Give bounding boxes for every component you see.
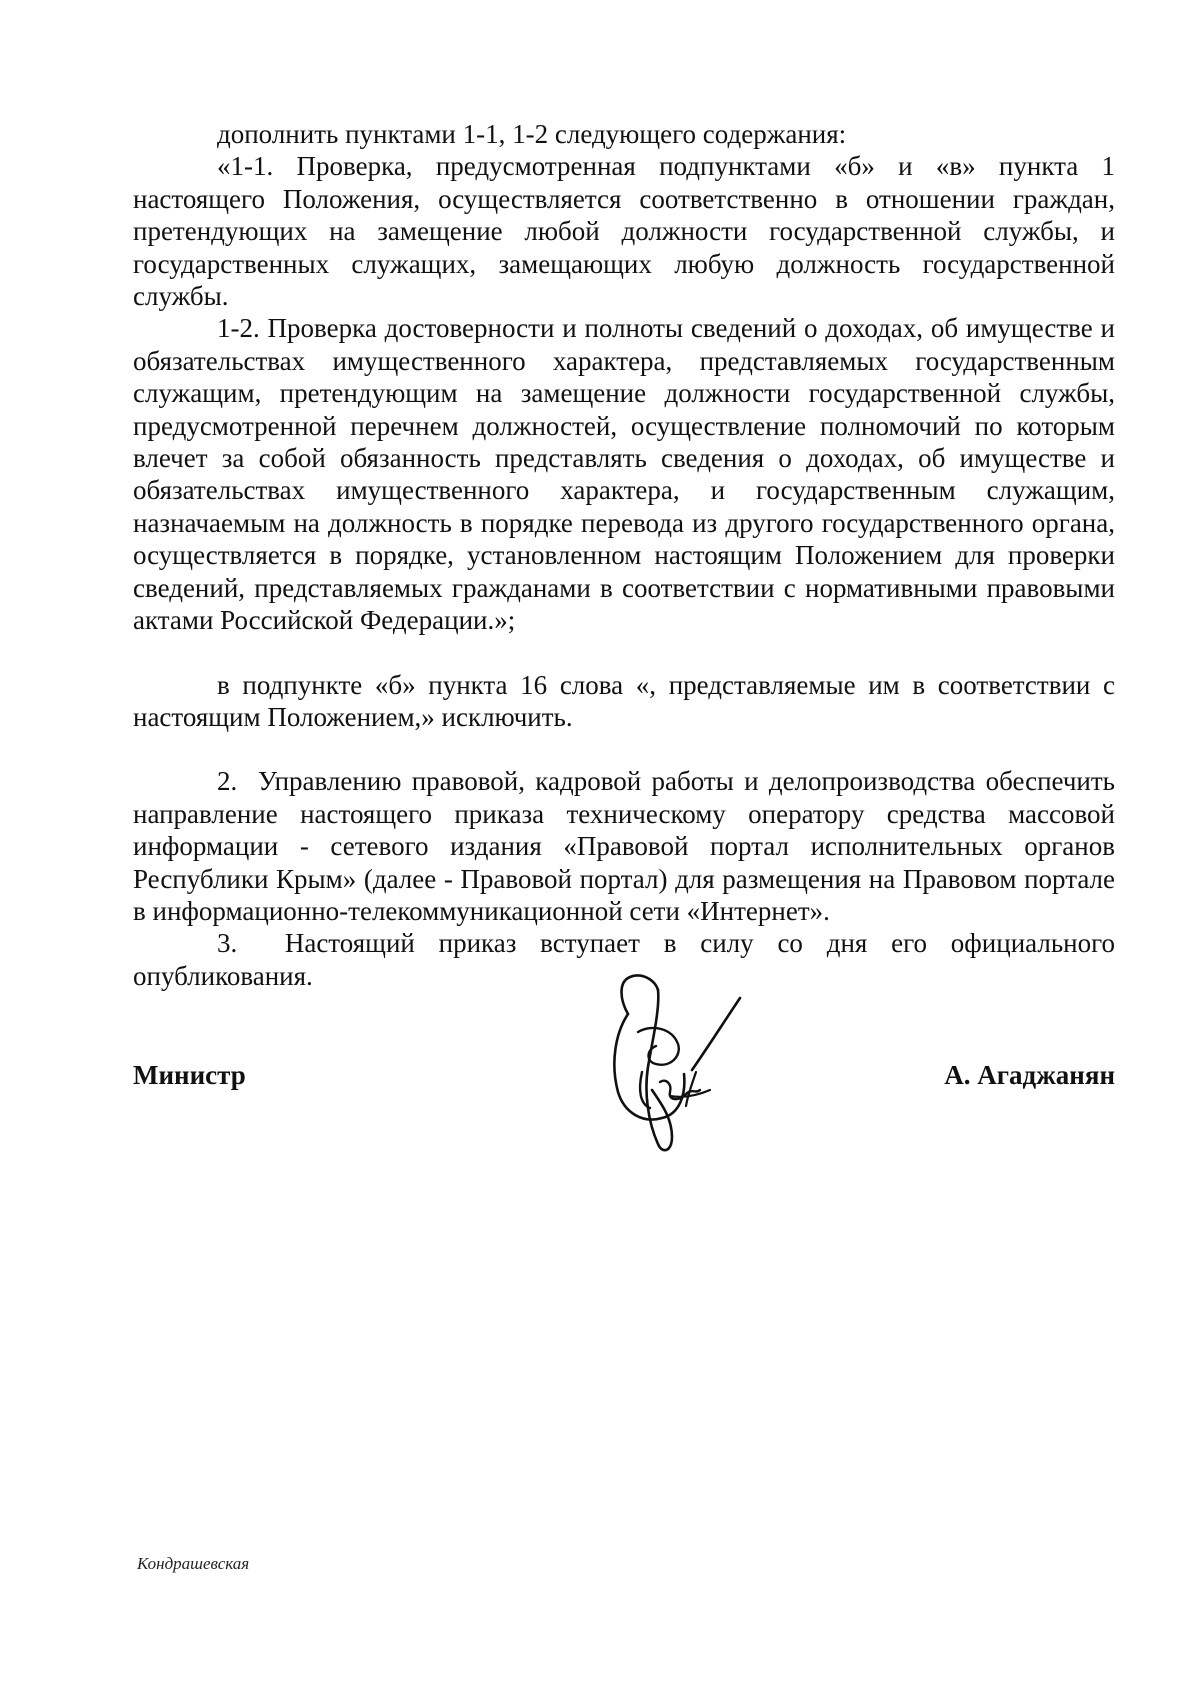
- paragraph-clause-1-2: 1-2. Проверка достоверности и полноты сведений о доходах, об имуществе и обязательствах имущественного характера, представляемых государственным служащим, претендующим на замещение должности государственной службы, предусмотренной перечнем должностей, осуществление полномочий по которым влечет за собой обязанность представлять сведения о доходах, об имуществе и обязательствах имущественного характера, и государственным служащим, назначаемым на должность в порядке перевода из другого государственного органа, осуществляется в порядке, установленном настоящим Положением для проверки сведений, представляемых гражданами в соответствии с нормативными правовыми актами Российской Федерации.»;: [133, 313, 1115, 636]
- paragraph-gap: [133, 637, 1115, 669]
- paragraph-intro: дополнить пунктами 1-1, 1-2 следующего содержания:: [217, 119, 847, 149]
- executor-name: Кондрашевская: [137, 1554, 250, 1573]
- signature-block: [133, 1060, 1115, 1100]
- paragraph-item-3: 3. Настоящий приказ вступает в силу со дня его официального опубликования.: [133, 928, 1115, 991]
- signatory-title: Министр: [133, 1060, 246, 1090]
- signatory-name: А. Агаджанян: [944, 1060, 1115, 1090]
- paragraph-item-2: 2. Управлению правовой, кадровой работы и делопроизводства обеспечить направление настоящего приказа техническому оператору средства массовой информации - сетевого издания «Правовой портал исполнительных органов Республики Крым» (далее - Правовой портал) для размещения на Правовом портале в информационно-телекоммуникационной сети «Интернет».: [133, 766, 1115, 926]
- document-body: [133, 118, 1115, 992]
- paragraph-subclause-16b: в подпункте «б» пункта 16 слова «, представляемые им в соответствии с настоящим Положением,» исключить.: [133, 669, 1115, 732]
- paragraph-gap: [133, 733, 1115, 765]
- paragraph-clause-1-1: «1-1. Проверка, предусмотренная подпунктами «б» и «в» пункта 1 настоящего Положения, осуществляется соответственно в отношении граждан, претендующих на замещение любой должности государственной службы, и государственных служащих, замещающих любую должность государственной службы.: [133, 151, 1115, 312]
